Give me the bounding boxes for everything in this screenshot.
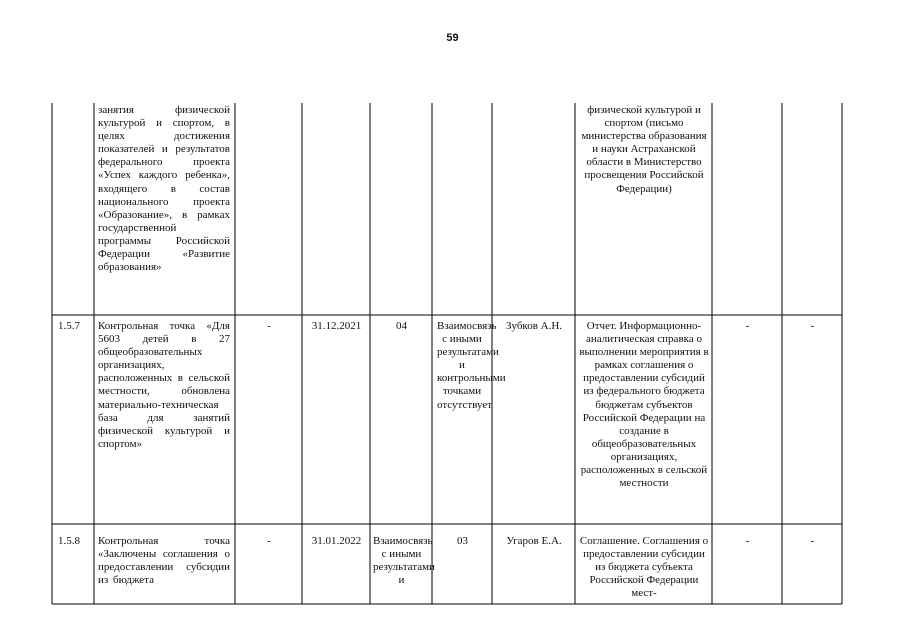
row-number: 1.5.7 (58, 320, 80, 332)
row-code: Взаимосвязь с иными результатами и (373, 535, 435, 587)
row-end-date: 31.01.2022 (311, 535, 362, 547)
row-name: Контрольная точка «Заключены соглашения о предоставлении субсидии из бюджета (98, 535, 230, 587)
row-relation: Взаимосвязь с иными результатами и контрольными точками отсутствует (437, 320, 506, 411)
row-start: - (267, 535, 271, 547)
row-extra-2: - (810, 320, 815, 332)
row-name: Контрольная точка «Для 5603 детей в 27 общеобразовательных организациях, расположенных в сельской местности, обновлена материально-техническая база для занятий физической культурой и спортом» (98, 320, 230, 450)
row-name: занятия физической культурой и спортом, в целях достижения показателей и результатов федерального проекта «Успех каждого ребенка», входящего в состав национального проекта «Образование», в рамках государственной программы Российской Федерации «Развитие образования» (98, 104, 230, 274)
row-extra-1: - (745, 320, 750, 332)
row-number: 1.5.8 (58, 535, 80, 547)
row-responsible: Угаров Е.А. (506, 535, 562, 547)
row-extra-2: - (810, 535, 815, 547)
row-start: - (267, 320, 271, 332)
row-relation: 03 (457, 535, 468, 547)
row-document: Отчет. Информационно-аналитическая справка о выполнении мероприятия в рамках соглашения о предоставлении субсидий из федерального бюджета бюджетам субъектов Российской Федерации на создание в общеобразовательных организациях, расположенных в сельской местности (579, 320, 709, 490)
page-number: 59 (446, 32, 459, 44)
row-end-date: 31.12.2021 (311, 320, 362, 332)
row-document: физической культурой и спортом (письмо министерства образования и науки Астраханской области в Министерство просвещения Российской Федерации) (581, 104, 707, 195)
row-responsible: Зубков А.Н. (505, 320, 563, 332)
row-code: 04 (396, 320, 407, 332)
row-document: Соглашение. Соглашения о предоставлении субсидии из бюджета субъекта Российской Федерации мест- (579, 535, 709, 600)
row-extra-1: - (745, 535, 750, 547)
